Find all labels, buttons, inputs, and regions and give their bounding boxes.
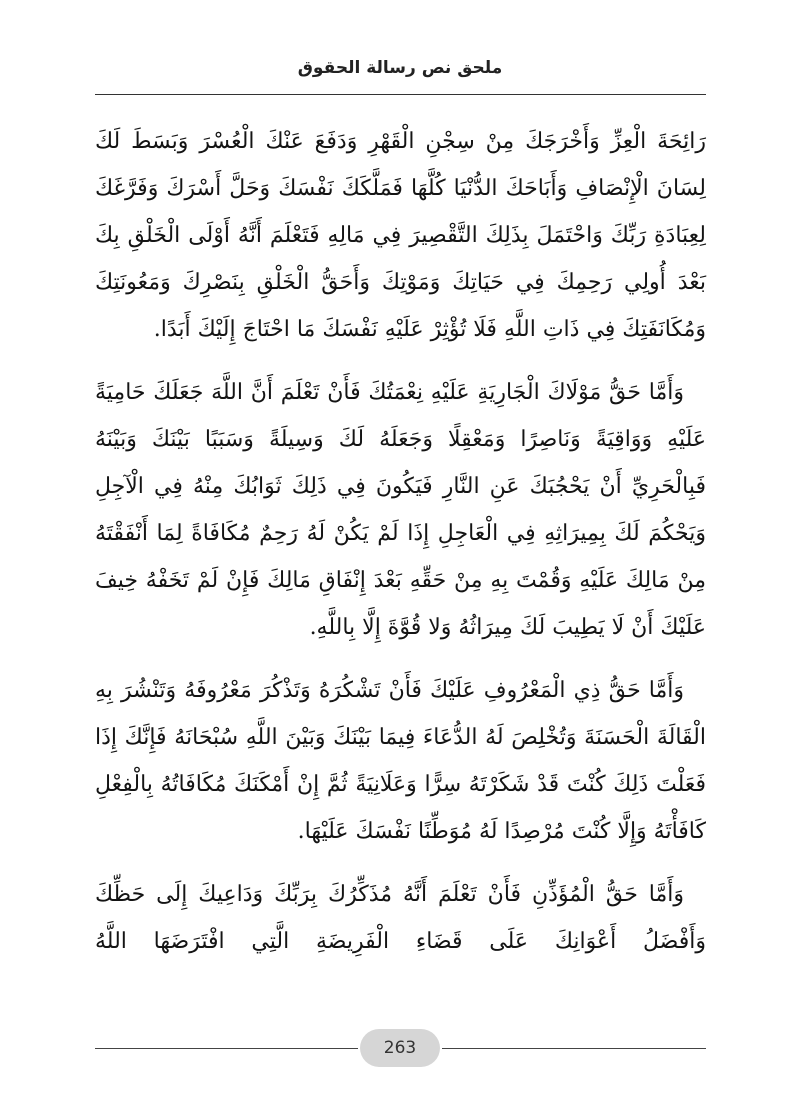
footer-rule-left	[95, 1048, 358, 1049]
page-body	[95, 118, 706, 965]
paragraph-3: وَأَمَّا حَقُّ ذِي الْمَعْرُوفِ عَلَيْكَ فَأَنْ تَشْكُرَهُ وَتَذْكُرَ مَعْرُوفَهُ وَتَنْشُرَ بِهِ الْقَالَةَ الْحَسَنَةَ وَتُخْلِصَ لَهُ الدُّعَاءَ فِيمَا بَيْنَكَ وَبَيْنَ اللَّهِ سُبْحَانَهُ فَإِنَّكَ إِذَا فَعَلْتَ ذَلِكَ كُنْتَ قَدْ شَكَرْتَهُ سِرًّا وَعَلَانِيَةً ثُمَّ إِنْ أَمْكَنَكَ مُكَافَاتُهُ بِالْفِعْلِ كَافَأْتَهُ وَإِلَّا كُنْتَ مُرْصِدًا لَهُ مُوَطِّنًا نَفْسَكَ عَلَيْهَا.	[95, 678, 706, 844]
paragraph-1: رَائِحَةَ الْعِزِّ وَأَخْرَجَكَ مِنْ سِجْنِ الْقَهْرِ وَدَفَعَ عَنْكَ الْعُسْرَ وَبَسَطَ لَكَ لِسَانَ الْإِنْصَافِ وَأَبَاحَكَ الدُّنْيَا كُلَّهَا فَمَلَّكَكَ نَفْسَكَ وَحَلَّ أَسْرَكَ وَفَرَّغَكَ لِعِبَادَةِ رَبِّكَ وَاحْتَمَلَ بِذَلِكَ التَّقْصِيرَ فِي مَالِهِ فَتَعْلَمَ أَنَّهُ أَوْلَى الْخَلْقِ بِكَ بَعْدَ أُولِي رَحِمِكَ فِي حَيَاتِكَ وَمَوْتِكَ وَأَحَقُّ الْخَلْقِ بِنَصْرِكَ وَمَعُونَتِكَ وَمُكَانَفَتِكَ فِي ذَاتِ اللَّهِ فَلَا تُؤْثِرْ عَلَيْهِ نَفْسَكَ مَا احْتَاجَ إِلَيْكَ أَبَدًا.	[95, 129, 706, 342]
running-head-title: ملحق نص رسالة الحقوق	[297, 58, 503, 78]
paragraph-2: وَأَمَّا حَقُّ مَوْلَاكَ الْجَارِيَةِ عَلَيْهِ نِعْمَتُكَ فَأَنْ تَعْلَمَ أَنَّ اللَّهَ جَعَلَكَ حَامِيَةً عَلَيْهِ وَوَاقِيَةً وَنَاصِرًا وَمَعْقِلًا وَجَعَلَهُ لَكَ وَسِيلَةً وَسَبَبًا بَيْنَكَ وَبَيْنَهُ فَبِالْحَرِيِّ أَنْ يَحْجُبَكَ عَنِ النَّارِ فَيَكُونَ فِي ذَلِكَ ثَوَابُكَ مِنْهُ فِي الْآجِلِ وَيَحْكُمَ لَكَ بِمِيرَاثِهِ فِي الْعَاجِلِ إِذَا لَمْ يَكُنْ لَهُ رَحِمٌ مُكَافَاةً لِمَا أَنْفَقْتَهُ مِنْ مَالِكَ عَلَيْهِ وَقُمْتَ بِهِ مِنْ حَقِّهِ بَعْدَ إِنْفَاقِ مَالِكَ فَإِنْ لَمْ تَخَفْهُ خِيفَ عَلَيْكَ أَنْ لَا يَطِيبَ لَكَ مِيرَاثُهُ وَلا قُوَّةَ إِلَّا بِاللَّهِ.	[95, 380, 706, 640]
footer-rule-right	[442, 1048, 706, 1049]
page-number: 263	[360, 1029, 440, 1067]
paragraph-4: وَأَمَّا حَقُّ الْمُؤَذِّنِ فَأَنْ تَعْلَمَ أَنَّهُ مُذَكِّرُكَ بِرَبِّكَ وَدَاعِيكَ إِلَى حَظِّكَ وَأَفْضَلُ أَعْوَانِكَ عَلَى قَضَاءِ الْفَرِيضَةِ الَّتِي افْتَرَضَهَا اللَّهُ	[95, 882, 706, 954]
header-rule	[95, 94, 706, 95]
